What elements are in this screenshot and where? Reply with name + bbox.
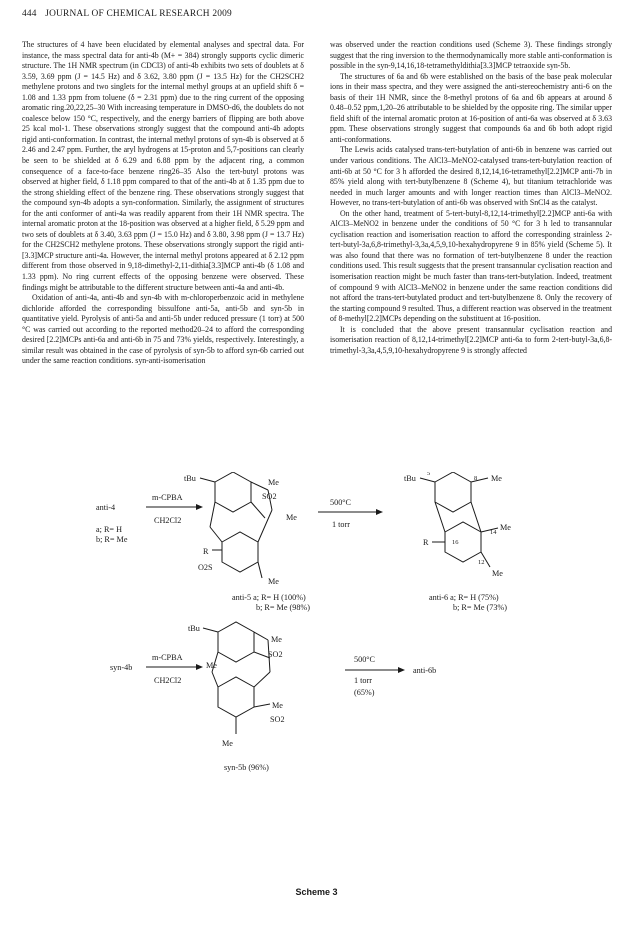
label-me: Me (286, 513, 297, 522)
product-anti-6b: anti-6b (413, 666, 437, 675)
position-12: 12 (478, 559, 485, 566)
page-number: 444 (22, 9, 37, 19)
start-syn-4b: syn-4b (110, 663, 133, 672)
label-r: R (203, 547, 209, 556)
product-syn-5b: syn-5b (96%) (224, 763, 269, 772)
label-me: Me (500, 523, 511, 532)
label-me: Me (492, 569, 503, 578)
label-me: Me (271, 635, 282, 644)
label-me: Me (268, 478, 279, 487)
left-column (22, 40, 304, 367)
label-me: Me (491, 474, 502, 483)
solvent-ch2cl2: CH2Cl2 (154, 676, 182, 685)
reagent-mcpba: m-CPBA (152, 493, 183, 502)
position-8: 8 (474, 475, 478, 482)
arrowheads (196, 504, 405, 673)
cond-500c: 500°C (330, 498, 352, 507)
position-16: 16 (452, 539, 459, 546)
label-me: Me (272, 701, 283, 710)
product-anti-5a: anti-5 a; R= H (100%) (232, 593, 306, 602)
paragraph: The Lewis acids catalysed trans-tert-butylation of anti-6b in benzene was carried out under various conditions. The AlCl3–MeNO2-catalysed trans-tert-butylation reaction of anti-6b at 50 °C for 3 h afforded the desired 8,12,14,16-tetramethyl[2.2]MCP anti-7b in 85% yield along with tert-butylbenzene 8 (Scheme 4), but titanium tetrachloride was needed in much larger amounts and with longer reaction times than AlCl3–MeNO2. However, no trans-tert-butylation of anti-6b was observed with SnCl4 as the catalyst. (330, 145, 612, 208)
paragraph: Oxidation of anti-4a, anti-4b and syn-4b with m-chloroperbenzoic acid in methylene dichloride afforded the corresponding bissulfone anti-5a, anti-5b and syn-5b in quantitative yield. Pyrolysis of anti-5a and anti-5b under reduced pressure (1 torr) at 500 °C was carried out according to the reported method20–24 to afford the corresponding desired [2.2]MCPs anti-6a and anti-6b in 75 and 73% yields, respectively. Interestingly, a similar result was obtained in the case of pyrolysis of syn-5b to afford syn-6b carried out under the same reaction conditions. syn-anti-isomerisation (22, 293, 304, 366)
start-sub-b: b; R= Me (96, 535, 128, 544)
label-me: Me (222, 739, 233, 748)
label-r: R (423, 538, 429, 547)
paragraph: The structures of 6a and 6b were established on the basis of the base peak molecular ions in their mass spectra, and they were assigned the anti-stereochemistry anti-6 on the basis of their 1H NMR, since the 8-methyl protons of 6a and 6b appears at around δ 0.48–0.52 ppm,1,20–26 attributable to be shielded by the opposite ring. The similar upper field shift of the internal aromatic proton at 16-position of anti-6a was observed at δ 3.63 ppm. These observations strongly suggest that compounds 6a and 6b both adopt rigid anti-conformations. (330, 71, 612, 144)
reagent-mcpba: m-CPBA (152, 653, 183, 662)
label-so2: SO2 (262, 492, 277, 501)
product-anti-5b: b; R= Me (98%) (256, 603, 310, 612)
start-sub-a: a; R= H (96, 525, 122, 534)
solvent-ch2cl2: CH2Cl2 (154, 516, 182, 525)
label-tbu: tBu (184, 474, 196, 483)
paragraph: The structures of 4 have been elucidated by elemental analyses and spectral data. For instance, the mass spectral data for anti-4b (M+ = 384) strongly supports cyclic dimeric structure. The 1H NMR spectrum (in CDCl3) of anti-4b exhibits two sets of doublets at δ 3.59, 3.69 ppm (J = 14.5 Hz) and δ 3.62, 3.80 ppm (J = 13.5 Hz) for the CH2SCH2 methylene protons and two singlets for the internal methyl groups at an upfield shift δ = 1.08 and 1.33 ppm from toluene (δ = 2.31 ppm) due to the ring current of the opposing aromatic ring.20,22,25–30 With increasing temperature in DMSO-d6, the doublets do not coalesce below 150 °C, respectively, and the energy barriers of flipping are both above 25 kcal mol-1. These observations strongly suggest that the compound anti-4b adopts rigid anti-conformation. In contrast, the internal methyl protons of syn-4b is observed at δ 2.46 and 2.47 ppm. Further, the aryl hydrogens at 15-proton and 5,7-positions can clearly be seen to be shielded at δ 6.29 and 6.88 ppm by the adjacent ring, a common consequence of a face-to-face benzene ring26–35 Also the tert-butyl protons was observed at higher field, δ 1.18 ppm compared to that of the anti-4b at δ 1.35 ppm due to the strong shielding effect of the benzene ring. These observations strongly suggest that the compound syn-4b adopts a syn-conformation. Similarly, the assignment of structures for the anti conformer of anti-4a was readily apparent from their 1H NMR spectra. The internal aromatic proton at the 18-position was observed at a higher field, δ 5.29 ppm and two sets of doublets at δ 3.40, 3.63 ppm (J = 15.0 Hz) and δ 3.80, 3.98 ppm (J = 13.7 Hz) for the CH2SCH2 methylene protons. These observations strongly support the rigid anti-[3.3]MCP structure anti-4a. However, the internal methyl protons appeared at δ 2.12 ppm different from those observed in 9,18-dimethyl-2,11-dithia[3.3]MCP anti-4b (δ 1.08 and 1.33 ppm). No ring current effects of the opposing benzene were observed. These findings might be attributable to the different structure between anti-4a and anti-4b. (22, 40, 304, 292)
anti-6-structure (420, 472, 498, 567)
paragraph: It is concluded that the above present transannular cyclisation reaction and isomerisation reaction of 8,12,14-trimethyl[2.2]MCP anti-6a to form 2-tert-butyl-3a,6,8-trimethyl-3,3a,4,5,9,10-hexahydropyrene 9 is strongly affected (330, 324, 612, 355)
cond-1torr: 1 torr (354, 676, 372, 685)
label-me: Me (268, 577, 279, 586)
cond-500c: 500°C (354, 655, 376, 664)
position-14: 14 (490, 529, 497, 536)
cond-yield: (65%) (354, 688, 375, 697)
position-5: 5 (427, 472, 431, 477)
journal-title: JOURNAL OF CHEMICAL RESEARCH 2009 (45, 9, 232, 19)
right-column (330, 40, 612, 356)
paragraph: On the other hand, treatment of 5-tert-butyl-8,12,14-trimethyl[2.2]MCP anti-6a with AlCl3–MeNO2 in benzene under the conditions of 50 °C for 3 h led to transannular cyclisation reaction and isomerisation reaction to afford the corresponding strainless 2-tert-butyl-3a,6,8-trimethyl-3,3a,4,5,9,10-hexahydropyrene 9 in 85% yield (Scheme 5). It was also found that there was no formation of tert-butylbenzene 8 under the reaction conditions used. This result suggests that the present transannular cyclisation reaction and isomerisation reaction might be much faster than trans-tert-butylation. Indeed, treatment of compound 9 with AlCl3–MeNO2 in benzene under the same reaction conditions did not afford the trans-tert-butylated product and tert-butylbenzene 8. Only the recovery of the starting compound 9 resulted. Thus, a different reaction was observed in the treatment of 8-methyl[2.2]MCPs depending on the substituent at 16-position. (330, 208, 612, 324)
product-anti-6b: b; R= Me (73%) (453, 603, 507, 612)
syn-5b-structure (203, 622, 270, 734)
label-so2: SO2 (268, 650, 283, 659)
start-anti-4: anti-4 (96, 503, 116, 512)
running-header (22, 9, 232, 19)
scheme-caption: Scheme 3 (295, 887, 338, 897)
cond-1torr: 1 torr (332, 520, 350, 529)
paragraph: was observed under the reaction conditions used (Scheme 3). These findings strongly suggest that the ring inversion to the thermodynamically more stable anti-conformation is possible in the syn-9,14,16,18-tetramethyldithia[3.3]MCP tetraoxide syn-5b. (330, 40, 612, 71)
label-tbu: tBu (188, 624, 200, 633)
product-anti-6a: anti-6 a; R= H (75%) (429, 593, 499, 602)
label-tbu: tBu (404, 474, 416, 483)
label-o2s: O2S (198, 563, 213, 572)
reaction-scheme (0, 472, 633, 887)
label-so2: SO2 (270, 715, 285, 724)
label-me: Me (206, 661, 217, 670)
